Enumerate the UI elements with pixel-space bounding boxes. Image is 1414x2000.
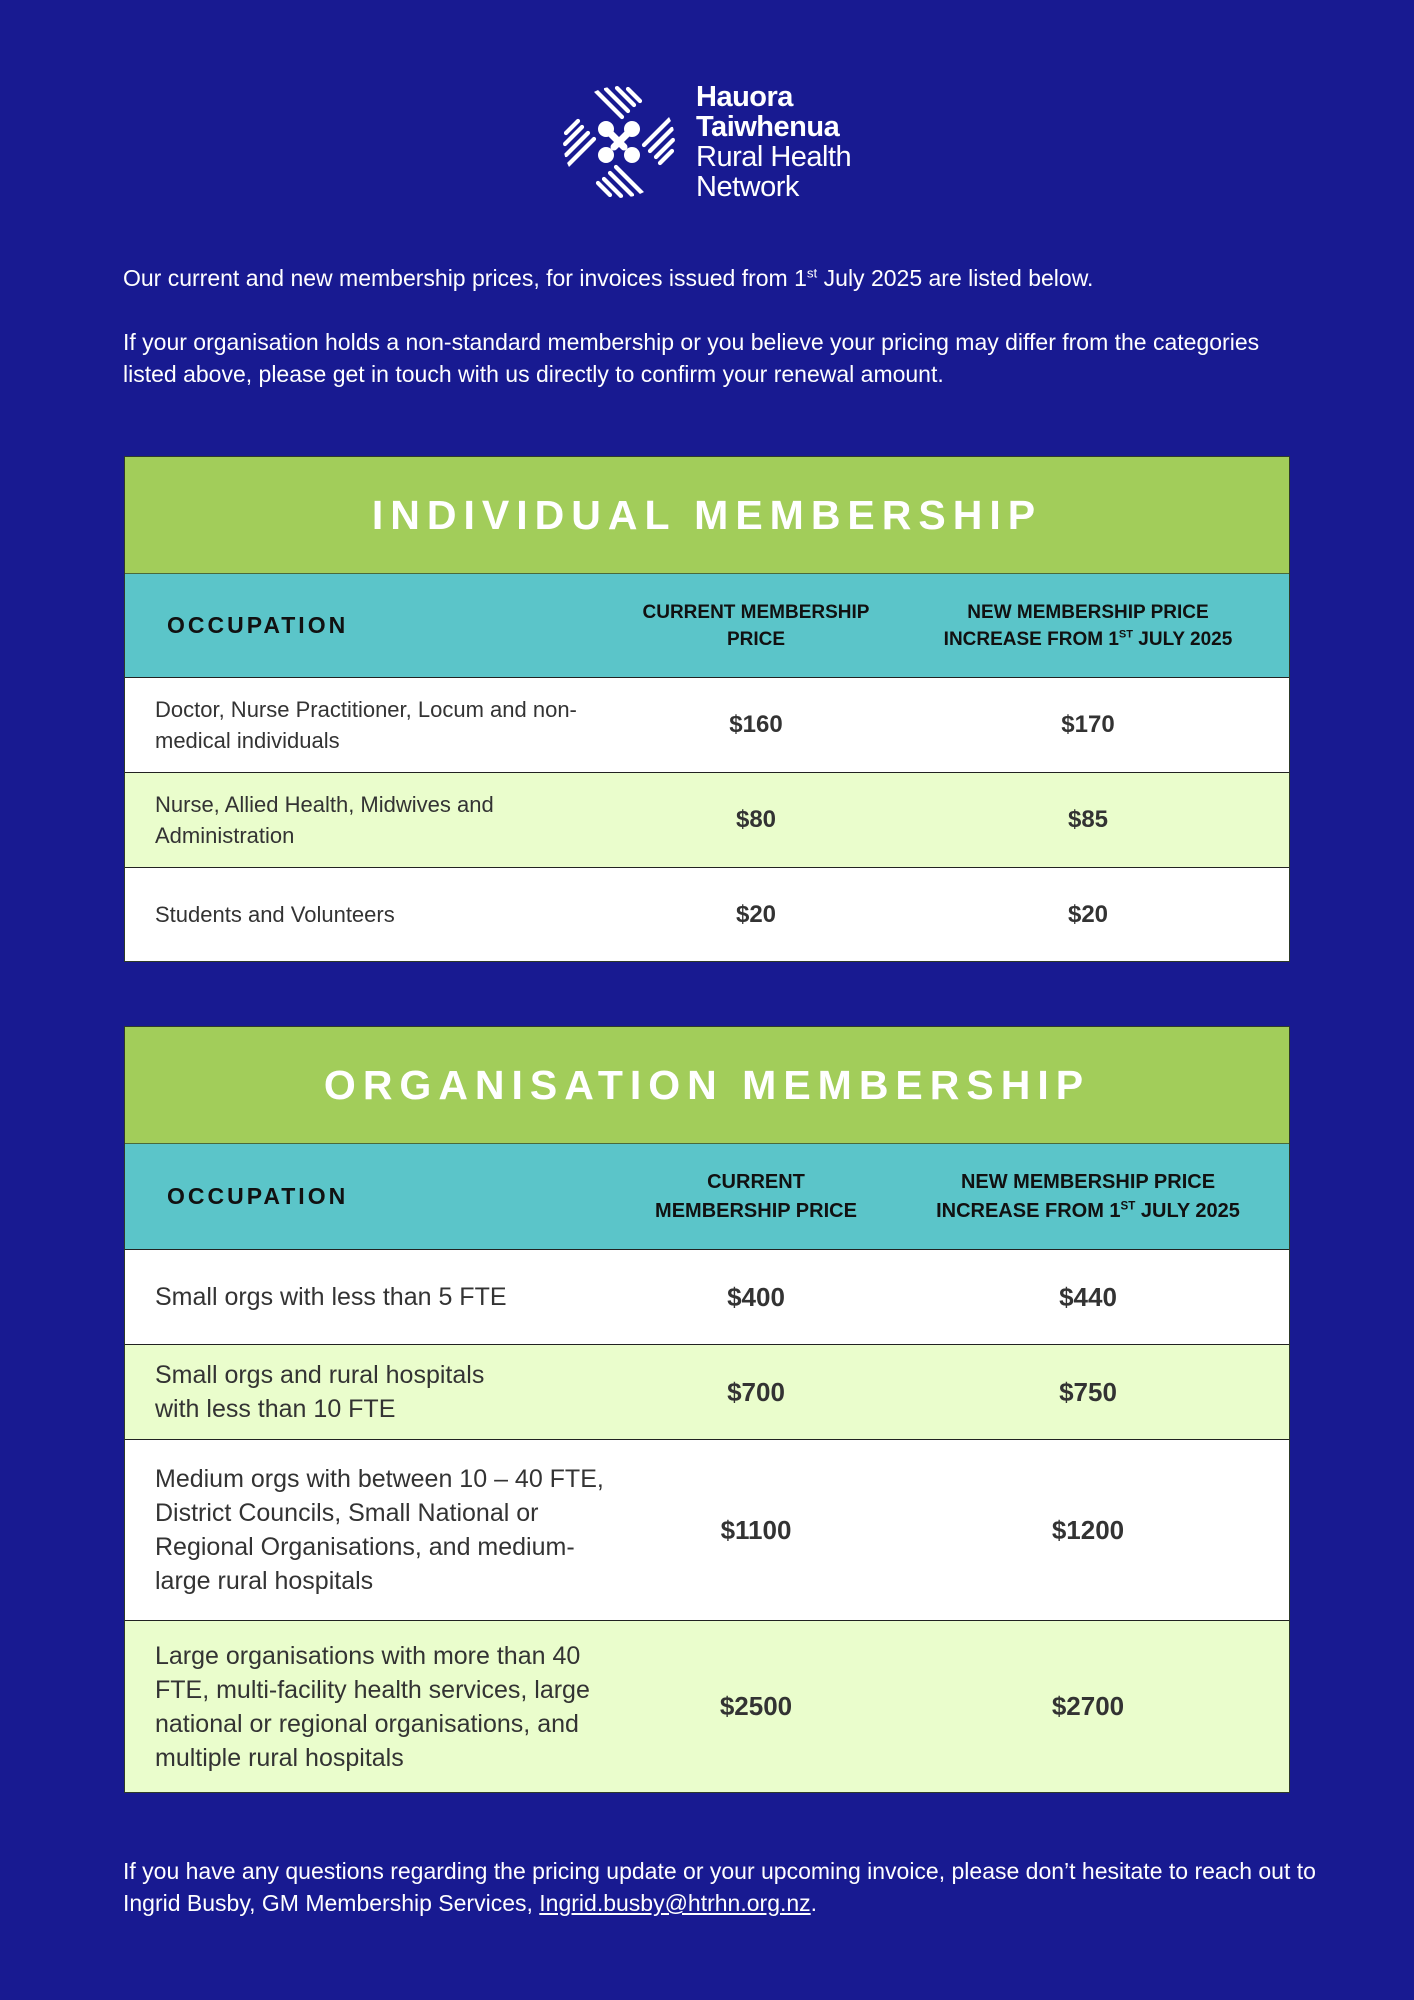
col-current-price: CURRENT MEMBERSHIP PRICE bbox=[655, 1170, 857, 1222]
logo-line-3: Rural Health bbox=[696, 141, 852, 173]
row-new-price: $1200 bbox=[1051, 1514, 1125, 1545]
individual-membership-table bbox=[124, 456, 1290, 962]
logo-text bbox=[696, 82, 851, 202]
organisation-table-title: ORGANISATION MEMBERSHIP bbox=[125, 1027, 1289, 1144]
individual-table-title: INDIVIDUAL MEMBERSHIP bbox=[125, 457, 1289, 574]
individual-table-header bbox=[125, 574, 1289, 678]
row-new-price: $85 bbox=[1067, 806, 1109, 833]
row-new-price: $20 bbox=[1067, 900, 1109, 928]
row-occupation: Small orgs with less than 5 FTE bbox=[155, 1283, 507, 1311]
row-occupation: Large organisations with more than 40 FTE, multi-facility health services, large national or regional organisations, and multiple rural hospitals bbox=[155, 1641, 590, 1772]
table-row bbox=[125, 1621, 1289, 1792]
table-row bbox=[125, 1345, 1289, 1440]
organisation-membership-table bbox=[124, 1026, 1290, 1793]
row-current-price: $80 bbox=[735, 806, 777, 833]
row-occupation: Nurse, Allied Health, Midwives and Administration bbox=[155, 792, 494, 848]
col-occupation: OCCUPATION bbox=[167, 1183, 349, 1209]
table-row bbox=[125, 678, 1289, 773]
intro-paragraph-1: Our current and new membership prices, for invoices issued from 1st July 2025 are listed below. bbox=[123, 265, 1094, 291]
row-new-price: $750 bbox=[1059, 1376, 1117, 1407]
logo-line-1: Hauora bbox=[696, 81, 793, 113]
intro bbox=[123, 262, 1303, 422]
table-row bbox=[125, 1250, 1289, 1345]
intro-paragraph-2: If your organisation holds a non-standard membership or you believe your pricing may differ from the categories listed above, please get in touch with us directly to confirm your renewal amount. bbox=[123, 329, 1260, 387]
row-occupation: Small orgs and rural hospitals with less than 10 FTE bbox=[155, 1361, 485, 1423]
logo-line-2: Taiwhenua bbox=[696, 111, 840, 143]
row-current-price: $160 bbox=[729, 711, 783, 738]
logo bbox=[562, 82, 851, 202]
col-current-price: CURRENT MEMBERSHIP PRICE bbox=[642, 601, 870, 650]
table-row bbox=[125, 773, 1289, 868]
row-occupation: Medium orgs with between 10 – 40 FTE, District Councils, Small National or Regional Organisations, and medium-large rural hospitals bbox=[155, 1465, 604, 1595]
col-new-price: NEW MEMBERSHIP PRICE INCREASE FROM 1ST JULY 2025 bbox=[936, 1170, 1240, 1222]
table-row bbox=[125, 868, 1289, 961]
organisation-table-header bbox=[125, 1144, 1289, 1250]
row-occupation: Doctor, Nurse Practitioner, Locum and non-medical individuals bbox=[155, 697, 577, 753]
row-current-price: $400 bbox=[727, 1281, 785, 1312]
table-row bbox=[125, 1440, 1289, 1621]
contact-email-link[interactable]: Ingrid.busby@htrhn.org.nz bbox=[539, 1890, 811, 1916]
col-new-price: NEW MEMBERSHIP PRICE INCREASE FROM 1ST JULY 2025 bbox=[943, 601, 1233, 650]
col-occupation: OCCUPATION bbox=[167, 612, 349, 638]
row-current-price: $20 bbox=[735, 900, 777, 928]
row-current-price: $1100 bbox=[720, 1514, 792, 1545]
row-new-price: $2700 bbox=[1051, 1691, 1125, 1721]
footer-note: If you have any questions regarding the pricing update or your upcoming invoice, please don’t hesitate to reach out to Ingrid Busby, GM Membership Services, Ingrid.busby@htrhn.org.nz. bbox=[123, 1858, 1316, 1916]
row-new-price: $440 bbox=[1059, 1281, 1117, 1312]
row-occupation: Students and Volunteers bbox=[155, 902, 395, 927]
logo-line-4: Network bbox=[696, 171, 799, 203]
row-new-price: $170 bbox=[1061, 711, 1115, 738]
row-current-price: $2500 bbox=[719, 1691, 793, 1721]
row-current-price: $700 bbox=[727, 1376, 785, 1407]
logo-mark-icon bbox=[562, 85, 676, 199]
